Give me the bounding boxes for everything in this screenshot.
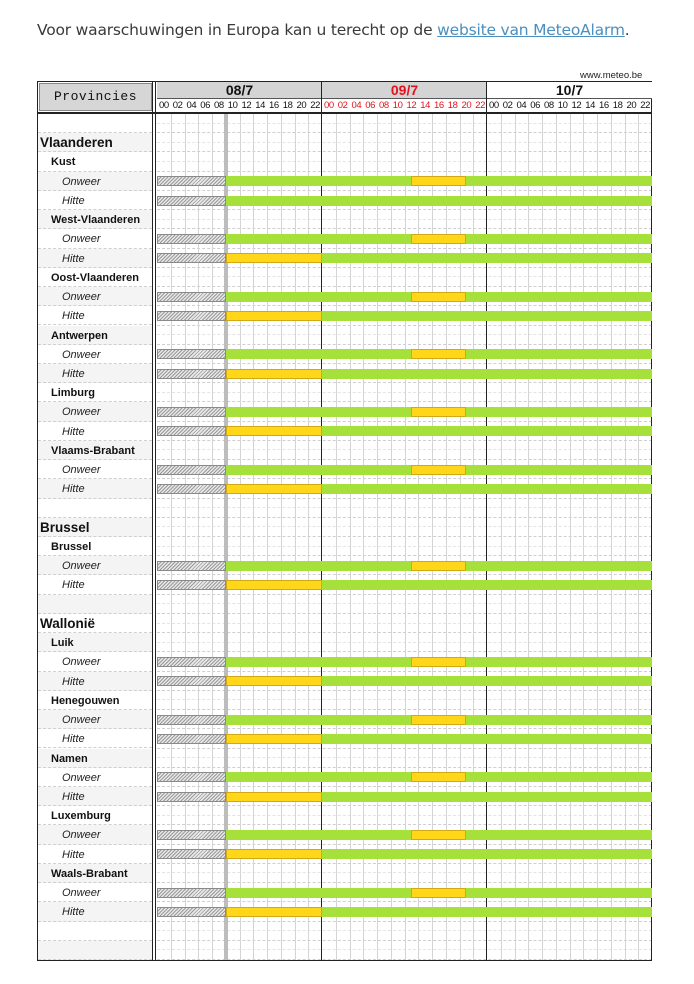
header-rule [37,112,652,114]
province-label: Limburg [51,387,95,400]
hour-tick: 22 [310,100,321,111]
warning-type-label: Onweer [62,406,101,419]
warning-type-label: Onweer [62,175,101,188]
yellow-warning-bar[interactable] [411,715,466,725]
hour-tick: 06 [200,100,211,111]
warning-type-label: Onweer [62,887,101,900]
province-label: Luik [51,637,74,650]
province-label: Namen [51,752,88,765]
hour-tick: 20 [626,100,637,111]
hour-tick: 14 [585,100,596,111]
past-period-bar [157,715,226,725]
hour-tick: 00 [323,100,334,111]
yellow-warning-bar[interactable] [226,792,322,802]
region-label: Vlaanderen [40,135,113,151]
warning-type-label: Onweer [62,829,101,842]
hour-tick: 18 [282,100,293,111]
table-frame [37,81,652,961]
yellow-warning-bar[interactable] [226,369,322,379]
warning-type-label: Hitte [62,367,85,380]
past-period-bar [157,792,226,802]
province-label: Kust [51,156,76,169]
past-period-bar [157,657,226,667]
warning-type-label: Onweer [62,233,101,246]
column-separator [155,81,156,961]
warning-type-label: Hitte [62,194,85,207]
hour-tick: 02 [502,100,513,111]
past-period-bar [157,349,226,359]
past-period-bar [157,426,226,436]
yellow-warning-bar[interactable] [226,484,322,494]
yellow-warning-bar[interactable] [411,349,466,359]
yellow-warning-bar[interactable] [411,407,466,417]
intro-text [37,21,629,39]
hour-tick: 16 [433,100,444,111]
hour-tick: 12 [241,100,252,111]
hour-tick: 16 [598,100,609,111]
yellow-warning-bar[interactable] [411,772,466,782]
past-period-bar [157,580,226,590]
past-period-bar [157,234,226,244]
hour-tick: 10 [227,100,238,111]
warning-type-label: Onweer [62,348,101,361]
region-label: Wallonië [40,615,96,631]
past-period-bar [157,849,226,859]
province-label: Oost-Vlaanderen [51,271,140,284]
intro-text-after: . [624,21,630,39]
yellow-warning-bar[interactable] [411,657,466,667]
day-header: 10/7 [487,82,652,99]
past-period-bar [157,311,226,321]
yellow-warning-bar[interactable] [411,465,466,475]
province-label: Vlaams-Brabant [51,444,135,457]
warning-type-label: Hitte [62,310,85,323]
past-period-bar [157,830,226,840]
hour-tick: 10 [557,100,568,111]
past-period-bar [157,292,226,302]
warning-type-label: Onweer [62,291,101,304]
hour-tick: 04 [186,100,197,111]
column-separator [152,81,153,961]
past-period-bar [157,465,226,475]
source-label: www.meteo.be [580,70,643,81]
hour-tick: 20 [296,100,307,111]
hour-tick: 04 [516,100,527,111]
no-warning-bar[interactable] [226,196,652,206]
yellow-warning-bar[interactable] [226,676,322,686]
hour-tick: 08 [213,100,224,111]
hour-tick: 12 [571,100,582,111]
hour-tick: 14 [255,100,266,111]
warning-type-label: Hitte [62,425,85,438]
hour-tick: 02 [172,100,183,111]
past-period-bar [157,561,226,571]
past-period-bar [157,407,226,417]
yellow-warning-bar[interactable] [226,849,322,859]
province-label: Antwerpen [51,329,108,342]
province-label: Waals-Brabant [51,867,128,880]
region-label: Brussel [40,519,90,535]
warning-type-label: Onweer [62,656,101,669]
yellow-warning-bar[interactable] [226,907,322,917]
warning-type-label: Hitte [62,906,85,919]
hour-tick: 00 [488,100,499,111]
hour-tick: 12 [406,100,417,111]
intro-text-before: Voor waarschuwingen in Europa kan u terecht op de [37,21,438,39]
hour-tick: 20 [461,100,472,111]
hour-tick: 22 [640,100,651,111]
yellow-warning-bar[interactable] [411,830,466,840]
yellow-warning-bar[interactable] [226,580,322,590]
past-period-bar [157,196,226,206]
province-label: Luxemburg [51,810,111,823]
yellow-warning-bar[interactable] [226,253,322,263]
yellow-warning-bar[interactable] [226,311,322,321]
hour-ticks [487,99,652,112]
warning-type-label: Hitte [62,848,85,861]
past-period-bar [157,772,226,782]
warning-type-label: Onweer [62,464,101,477]
past-period-bar [157,676,226,686]
hour-tick: 00 [158,100,169,111]
yellow-warning-bar[interactable] [411,561,466,571]
warning-type-label: Hitte [62,675,85,688]
hour-tick: 16 [268,100,279,111]
day-header: 08/7 [157,82,322,99]
warning-type-label: Onweer [62,771,101,784]
yellow-warning-bar[interactable] [411,176,466,186]
hour-tick: 06 [365,100,376,111]
hour-tick: 04 [351,100,362,111]
yellow-warning-bar[interactable] [411,888,466,898]
past-period-bar [157,907,226,917]
yellow-warning-bar[interactable] [411,234,466,244]
yellow-warning-bar[interactable] [226,426,322,436]
hour-tick: 10 [392,100,403,111]
province-label: West-Vlaanderen [51,214,141,227]
warning-type-label: Onweer [62,560,101,573]
hour-ticks [322,99,487,112]
yellow-warning-bar[interactable] [226,734,322,744]
warning-type-label: Hitte [62,483,85,496]
warning-type-label: Hitte [62,790,85,803]
hour-tick: 22 [475,100,486,111]
hour-tick: 08 [543,100,554,111]
yellow-warning-bar[interactable] [411,292,466,302]
warning-type-label: Hitte [62,579,85,592]
past-period-bar [157,734,226,744]
warning-type-label: Hitte [62,252,85,265]
past-period-bar [157,484,226,494]
province-label: Henegouwen [51,694,120,707]
hour-tick: 08 [378,100,389,111]
hour-tick: 06 [530,100,541,111]
hour-ticks [157,99,322,112]
hour-tick: 18 [612,100,623,111]
hour-tick: 18 [447,100,458,111]
province-label: Brussel [51,541,92,553]
past-period-bar [157,253,226,263]
warning-type-label: Hitte [62,733,85,746]
meteoalarm-link[interactable]: website van MeteoAlarm [437,21,625,39]
past-period-bar [157,369,226,379]
provinces-header: Provincies [39,83,152,111]
warning-type-label: Onweer [62,714,101,727]
hour-tick: 02 [337,100,348,111]
past-period-bar [157,176,226,186]
past-period-bar [157,888,226,898]
day-header: 09/7 [322,82,487,99]
hour-tick: 14 [420,100,431,111]
